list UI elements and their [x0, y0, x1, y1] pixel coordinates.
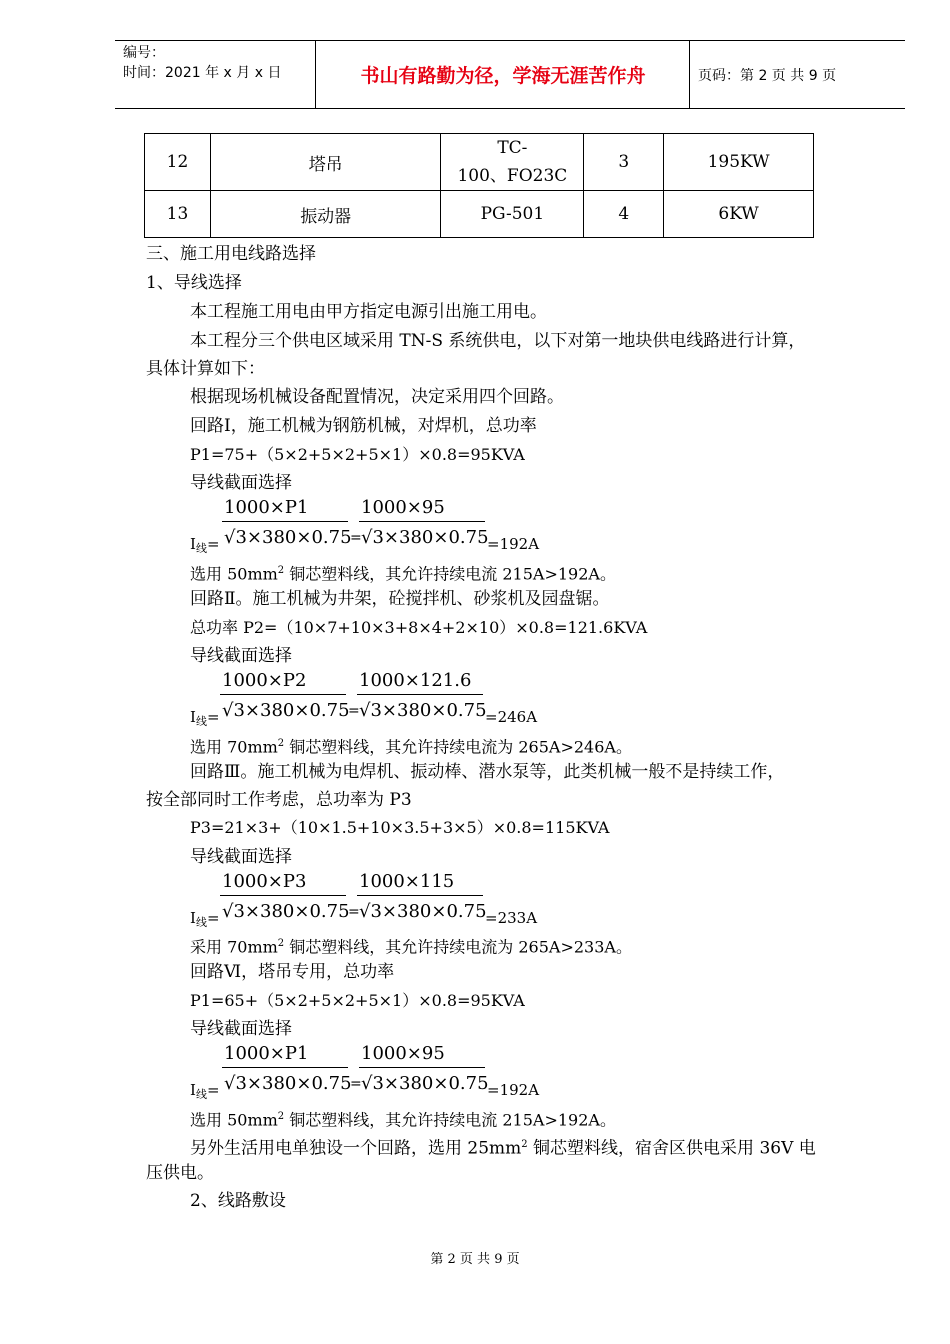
current-symbol: I — [190, 535, 196, 553]
formula-numerator: 1000×115 — [359, 871, 455, 892]
formula-label: 导线截面选择 — [190, 847, 292, 867]
circuit-title: 回路Ⅰ，施工机械为钢筋机械，对焊机，总功率 — [190, 416, 537, 436]
circuit-power: P1=75+（5×2+5×2+5×1）×0.8=95KVA — [190, 445, 525, 464]
formula-denominator: √3×380×0.75 — [224, 527, 352, 548]
formula-result: =192A — [487, 1081, 540, 1099]
formula-label: 导线截面选择 — [190, 1019, 292, 1039]
fraction-bar — [220, 895, 346, 896]
formula-denominator: √3×380×0.75 — [359, 901, 487, 922]
formula-numerator: 1000×121.6 — [359, 670, 472, 691]
paragraph: 本工程分三个供电区域采用 TN-S 系统供电，以下对第一地块供电线路进行计算， — [190, 331, 806, 351]
formula-current: $I_线=$ — [190, 535, 220, 555]
header-motto: 书山有路勤为径，学海无涯苦作舟 — [360, 65, 646, 87]
circuit-title: 回路Ⅱ。施工机械为井架，砼搅拌机、砂浆机及园盘锯。 — [190, 589, 610, 609]
cell-no: 12 — [145, 134, 211, 191]
formula-numerator: 1000×95 — [361, 497, 445, 518]
header-meta — [123, 43, 281, 83]
fraction-bar — [222, 521, 348, 522]
page-header — [115, 40, 905, 109]
paragraph: 具体计算如下： — [146, 359, 265, 379]
header-divider — [689, 41, 690, 108]
cell-model: PG-501 — [441, 191, 584, 238]
wire-choice: 选用 $50mm^2$ 铜芯塑料线，其允许持续电流 215A>192A。 — [190, 564, 616, 584]
current-subscript: 线 — [195, 715, 207, 728]
cell-power: 6KW — [664, 191, 814, 238]
formula-denominator: √3×380×0.75 — [224, 1073, 352, 1094]
formula-denominator: √3×380×0.75 — [359, 700, 487, 721]
formula-current: $I_线=$ — [190, 708, 220, 728]
fraction-bar — [359, 521, 485, 522]
circuit-power: 总功率 P2=（10×7+10×3+8×4+2×10）×0.8=121.6KVA — [190, 618, 648, 637]
table-row — [145, 134, 814, 191]
cell-power: 195KW — [664, 134, 814, 191]
fraction-bar — [357, 694, 483, 695]
table-row — [145, 191, 814, 238]
fraction-bar — [222, 1067, 348, 1068]
formula-denominator: √3×380×0.75 — [361, 527, 489, 548]
formula-numerator: 1000×P2 — [222, 670, 307, 691]
formula-current: $I_线=$ — [190, 1081, 220, 1101]
circuit-power: P3=21×3+（10×1.5+10×3.5+3×5）×0.8=115KVA — [190, 818, 610, 837]
formula-denominator: √3×380×0.75 — [222, 901, 350, 922]
number-label: 编号： — [123, 45, 165, 61]
formula-numerator: 1000×95 — [361, 1043, 445, 1064]
formula-current: $I_线=$ — [190, 909, 220, 929]
subsection-heading: 1、导线选择 — [146, 273, 242, 293]
subsection-heading: 2、线路敷设 — [190, 1191, 286, 1211]
formula-numerator: 1000×P3 — [222, 871, 307, 892]
formula-result: =233A — [485, 909, 538, 927]
formula-result: =192A — [487, 535, 540, 553]
circuit-power: P1=65+（5×2+5×2+5×1）×0.8=95KVA — [190, 991, 525, 1010]
formula-numerator: 1000×P1 — [224, 1043, 309, 1064]
header-page-label: 页码：第 2 页 共 9 页 — [698, 67, 837, 84]
equals-sign: = — [350, 1076, 362, 1092]
cell-no: 13 — [145, 191, 211, 238]
paragraph: 根据现场机械设备配置情况，决定采用四个回路。 — [190, 387, 564, 407]
fraction-bar — [357, 895, 483, 896]
cell-qty: 4 — [584, 191, 664, 238]
equals-sign: = — [348, 703, 360, 719]
formula-label: 导线截面选择 — [190, 646, 292, 666]
equals-sign: = — [350, 530, 362, 546]
current-symbol: I — [190, 1081, 196, 1099]
wire-choice: 采用 $70mm^2$ 铜芯塑料线，其允许持续电流为 265A>233A。 — [190, 937, 632, 957]
cell-name: 振动器 — [210, 191, 441, 238]
cell-model — [441, 134, 584, 191]
current-symbol: I — [190, 909, 196, 927]
circuit-title: 回路Ⅲ。施工机械为电焊机、振动棒、潜水泵等，此类机械一般不是持续工作， — [190, 762, 785, 782]
paragraph: 另外生活用电单独设一个回路，选用 $25mm^2$ 铜芯塑料线，宿舍区供电采用 36V 电 — [190, 1138, 816, 1159]
formula-denominator: √3×380×0.75 — [361, 1073, 489, 1094]
current-symbol: I — [190, 708, 196, 726]
formula-result: =246A — [485, 708, 538, 726]
current-subscript: 线 — [195, 916, 207, 929]
wire-choice: 选用 $50mm^2$ 铜芯塑料线，其允许持续电流 215A>192A。 — [190, 1110, 616, 1130]
cell-name: 塔吊 — [210, 134, 441, 191]
model-line: 100、FO23C — [457, 166, 568, 186]
model-line: TC- — [497, 138, 528, 158]
paragraph: 压供电。 — [146, 1163, 214, 1183]
page-footer: 第 2 页 共 9 页 — [430, 1252, 520, 1267]
circuit-title: 回路Ⅵ，塔吊专用，总功率 — [190, 962, 395, 982]
formula-label: 导线截面选择 — [190, 473, 292, 493]
cell-qty: 3 — [584, 134, 664, 191]
formula-numerator: 1000×P1 — [224, 497, 309, 518]
equipment-table — [144, 133, 814, 238]
wire-choice: 选用 $70mm^2$ 铜芯塑料线，其允许持续电流为 265A>246A。 — [190, 737, 632, 757]
current-subscript: 线 — [195, 542, 207, 555]
time-label: 时间：2021 年 x 月 x 日 — [123, 65, 282, 81]
formula-denominator: √3×380×0.75 — [222, 700, 350, 721]
current-subscript: 线 — [195, 1088, 207, 1101]
fraction-bar — [220, 694, 346, 695]
equals-sign: = — [348, 904, 360, 920]
section-heading: 三、施工用电线路选择 — [146, 244, 316, 264]
header-divider — [315, 41, 316, 108]
fraction-bar — [359, 1067, 485, 1068]
paragraph: 本工程施工用电由甲方指定电源引出施工用电。 — [190, 302, 547, 322]
circuit-title: 按全部同时工作考虑，总功率为 P3 — [146, 790, 412, 810]
